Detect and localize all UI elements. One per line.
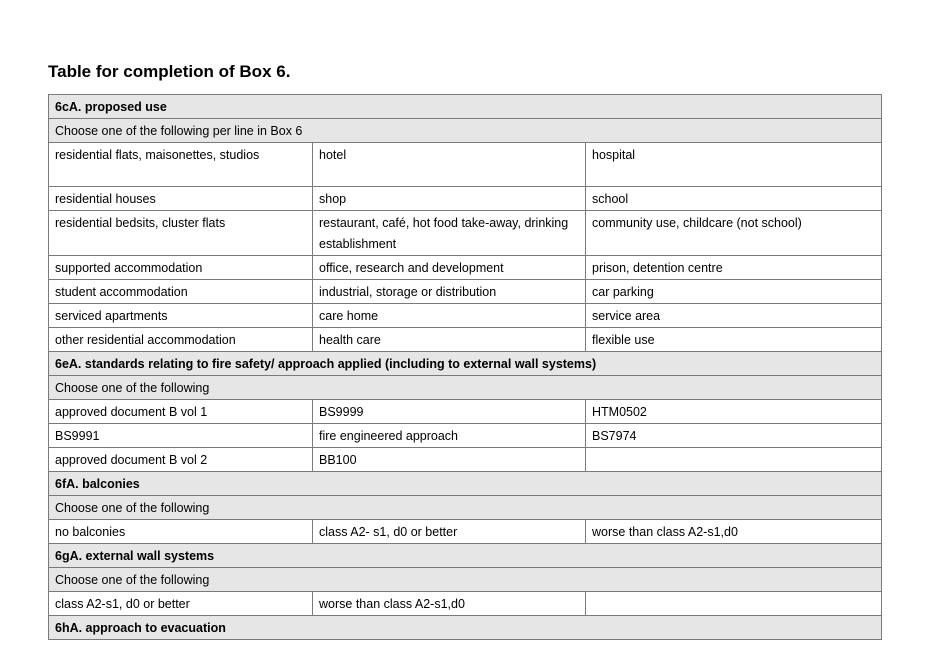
instruction-row: [49, 376, 882, 400]
table-cell: fire engineered approach: [313, 424, 586, 448]
table-cell: prison, detention centre: [586, 256, 882, 280]
table-cell: service area: [586, 304, 882, 328]
table-cell: shop: [313, 187, 586, 211]
section-header-external-wall: [49, 544, 882, 568]
section-header-evacuation: [49, 616, 882, 640]
table-cell: other residential accommodation: [49, 328, 313, 352]
table-cell: BS7974: [586, 424, 882, 448]
table-row: [49, 328, 882, 352]
table-cell: office, research and development: [313, 256, 586, 280]
table-cell: serviced apartments: [49, 304, 313, 328]
table-cell: [586, 448, 882, 472]
section-title: 6cA. proposed use: [49, 95, 882, 119]
table-cell: hotel: [313, 143, 586, 187]
table-cell: HTM0502: [586, 400, 882, 424]
table-cell: class A2- s1, d0 or better: [313, 520, 586, 544]
instruction-row: [49, 119, 882, 143]
table-cell: worse than class A2-s1,d0: [586, 520, 882, 544]
table-row: [49, 520, 882, 544]
table-row: [49, 280, 882, 304]
table-cell: [586, 592, 882, 616]
table-cell: school: [586, 187, 882, 211]
table-cell: BS9991: [49, 424, 313, 448]
table-cell: residential houses: [49, 187, 313, 211]
section-header-fire-safety: [49, 352, 882, 376]
instruction-row: [49, 568, 882, 592]
table-row: [49, 211, 882, 256]
table-cell: BB100: [313, 448, 586, 472]
instruction-text: Choose one of the following: [49, 376, 882, 400]
table-row: [49, 592, 882, 616]
table-cell: industrial, storage or distribution: [313, 280, 586, 304]
table-cell: care home: [313, 304, 586, 328]
table-cell: student accommodation: [49, 280, 313, 304]
table-cell: BS9999: [313, 400, 586, 424]
section-title: 6gA. external wall systems: [49, 544, 882, 568]
table-cell: worse than class A2-s1,d0: [313, 592, 586, 616]
table-cell: car parking: [586, 280, 882, 304]
table-row: [49, 187, 882, 211]
table-row: [49, 448, 882, 472]
section-title: 6eA. standards relating to fire safety/ approach applied (including to external wall systems): [49, 352, 882, 376]
table-row: [49, 256, 882, 280]
table-cell: flexible use: [586, 328, 882, 352]
table-row: [49, 400, 882, 424]
table-cell: class A2-s1, d0 or better: [49, 592, 313, 616]
table-cell: residential bedsits, cluster flats: [49, 211, 313, 256]
table-cell: supported accommodation: [49, 256, 313, 280]
box6-table: [48, 94, 882, 640]
table-cell: health care: [313, 328, 586, 352]
section-title: 6fA. balconies: [49, 472, 882, 496]
table-row: [49, 424, 882, 448]
instruction-text: Choose one of the following: [49, 568, 882, 592]
table-cell: residential flats, maisonettes, studios: [49, 143, 313, 187]
section-header-proposed-use: [49, 95, 882, 119]
instruction-text: Choose one of the following per line in Box 6: [49, 119, 882, 143]
table-cell: restaurant, café, hot food take-away, drinking establishment: [313, 211, 586, 256]
table-cell: hospital: [586, 143, 882, 187]
table-cell: approved document B vol 2: [49, 448, 313, 472]
table-row: [49, 143, 882, 187]
table-cell: no balconies: [49, 520, 313, 544]
section-title: 6hA. approach to evacuation: [49, 616, 882, 640]
instruction-text: Choose one of the following: [49, 496, 882, 520]
instruction-row: [49, 496, 882, 520]
table-cell: community use, childcare (not school): [586, 211, 882, 256]
page-title: Table for completion of Box 6.: [48, 62, 291, 81]
section-header-balconies: [49, 472, 882, 496]
table-row: [49, 304, 882, 328]
table-cell: approved document B vol 1: [49, 400, 313, 424]
